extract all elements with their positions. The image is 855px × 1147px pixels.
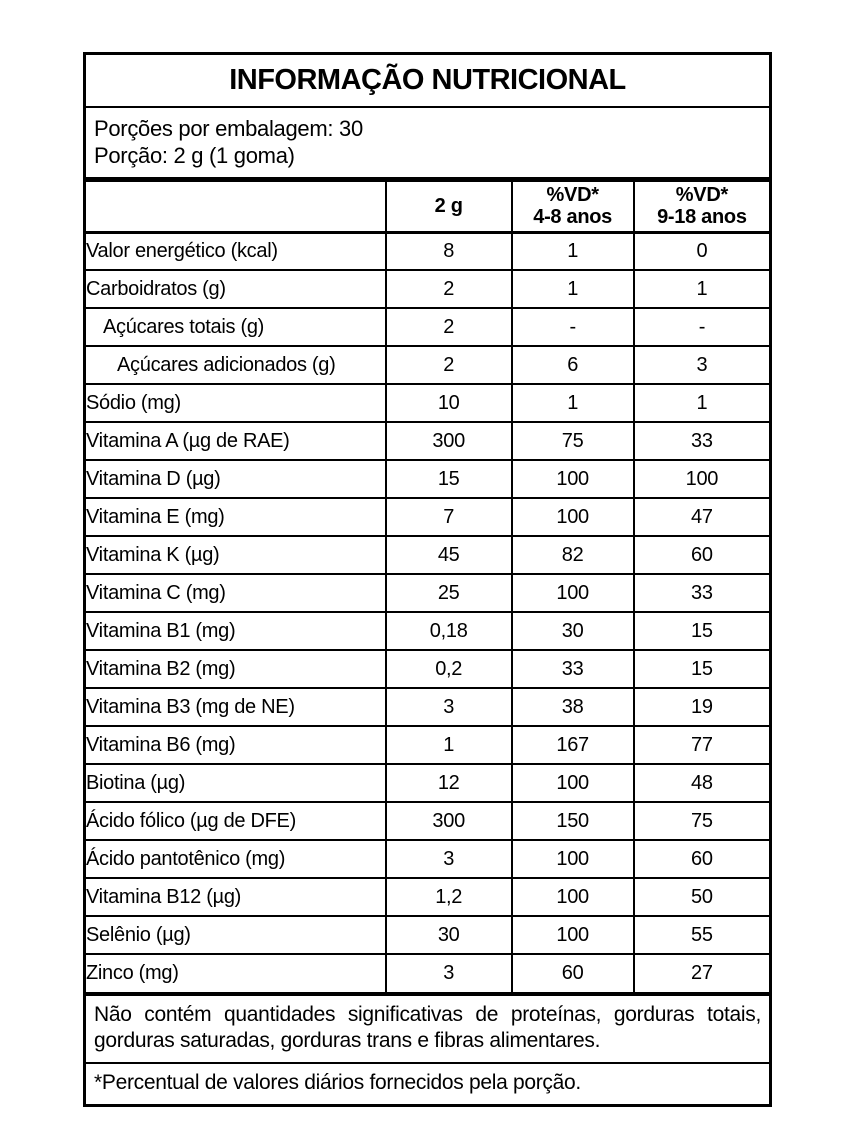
percent-daily-values-note: *Percentual de valores diários fornecidos pela porção. bbox=[86, 1062, 769, 1104]
row-amount: 45 bbox=[386, 536, 512, 574]
table-row bbox=[86, 346, 769, 384]
table-row bbox=[86, 460, 769, 498]
row-amount: 3 bbox=[386, 840, 512, 878]
row-label: Vitamina C (mg) bbox=[86, 574, 386, 612]
row-vd-9-18: 19 bbox=[634, 688, 769, 726]
row-amount: 30 bbox=[386, 916, 512, 954]
row-vd-9-18: 3 bbox=[634, 346, 769, 384]
row-vd-9-18: 33 bbox=[634, 574, 769, 612]
row-amount: 0,18 bbox=[386, 612, 512, 650]
table-row bbox=[86, 688, 769, 726]
row-label: Valor energético (kcal) bbox=[86, 239, 278, 262]
row-vd-4-8: 100 bbox=[512, 498, 634, 536]
row-label: Vitamina B12 (µg) bbox=[86, 878, 386, 916]
table-row bbox=[86, 498, 769, 536]
row-vd-4-8: 38 bbox=[512, 688, 634, 726]
row-amount: 15 bbox=[386, 460, 512, 498]
table-row bbox=[86, 308, 769, 346]
row-vd-9-18: 100 bbox=[634, 460, 769, 498]
row-vd-4-8: 82 bbox=[512, 536, 634, 574]
table-row bbox=[86, 650, 769, 688]
row-amount: 10 bbox=[386, 384, 512, 422]
table-row bbox=[86, 878, 769, 916]
no-significant-amounts-note: Não contém quantidades significativas de proteínas, gorduras totais, gorduras saturadas, gorduras trans e fibras alimentares. bbox=[86, 992, 769, 1062]
serving-size: Porção: 2 g (1 goma) bbox=[94, 143, 295, 168]
row-amount: 2 bbox=[386, 308, 512, 346]
row-vd-9-18: 27 bbox=[634, 954, 769, 992]
row-amount: 0,2 bbox=[386, 650, 512, 688]
row-vd-9-18: 77 bbox=[634, 726, 769, 764]
row-vd-9-18: - bbox=[634, 308, 769, 346]
row-vd-9-18: 60 bbox=[634, 536, 769, 574]
row-vd-4-8: 167 bbox=[512, 726, 634, 764]
row-vd-4-8: 100 bbox=[512, 574, 634, 612]
header-vd-9-18: %VD* 9-18 anos bbox=[634, 182, 769, 232]
table-row bbox=[86, 232, 769, 270]
row-vd-4-8: 100 bbox=[512, 916, 634, 954]
row-vd-4-8: 1 bbox=[512, 232, 634, 270]
row-label: Ácido fólico (µg de DFE) bbox=[86, 802, 386, 840]
row-amount: 2 bbox=[386, 346, 512, 384]
serving-info bbox=[86, 108, 769, 182]
table-row bbox=[86, 536, 769, 574]
row-vd-4-8: 100 bbox=[512, 764, 634, 802]
table-row bbox=[86, 270, 769, 308]
table-row bbox=[86, 764, 769, 802]
table-row bbox=[86, 612, 769, 650]
header-amount: 2 g bbox=[386, 182, 512, 232]
row-vd-9-18: 55 bbox=[634, 916, 769, 954]
row-vd-9-18: 1 bbox=[634, 384, 769, 422]
row-label: Selênio (µg) bbox=[86, 916, 386, 954]
row-label: Vitamina K (µg) bbox=[86, 536, 386, 574]
row-label: Sódio (mg) bbox=[86, 384, 386, 422]
nutrition-table bbox=[86, 182, 769, 992]
row-vd-4-8: 30 bbox=[512, 612, 634, 650]
row-label: Carboidratos (g) bbox=[86, 270, 386, 308]
row-vd-4-8: 1 bbox=[512, 384, 634, 422]
row-vd-4-8: 60 bbox=[512, 954, 634, 992]
table-row bbox=[86, 574, 769, 612]
row-label: Vitamina B3 (mg de NE) bbox=[86, 688, 386, 726]
row-amount: 3 bbox=[386, 954, 512, 992]
row-vd-4-8: 100 bbox=[512, 878, 634, 916]
row-vd-4-8: 6 bbox=[512, 346, 634, 384]
row-label: Vitamina D (µg) bbox=[86, 460, 386, 498]
header-vd-4-8: %VD* 4-8 anos bbox=[512, 182, 634, 232]
header-nutrient bbox=[86, 182, 386, 232]
row-vd-9-18: 1 bbox=[634, 270, 769, 308]
table-row bbox=[86, 840, 769, 878]
row-label: Ácido pantotênico (mg) bbox=[86, 840, 386, 878]
row-label: Açúcares totais (g) bbox=[86, 308, 386, 346]
row-vd-9-18: 33 bbox=[634, 422, 769, 460]
table-row bbox=[86, 726, 769, 764]
row-label: Vitamina B1 (mg) bbox=[86, 612, 386, 650]
row-vd-9-18: 48 bbox=[634, 764, 769, 802]
row-amount: 1 bbox=[386, 726, 512, 764]
nutrition-facts-panel bbox=[83, 52, 772, 1107]
servings-per-package: Porções por embalagem: 30 bbox=[94, 116, 363, 141]
row-vd-4-8: 33 bbox=[512, 650, 634, 688]
row-amount: 2 bbox=[386, 270, 512, 308]
row-vd-4-8: 150 bbox=[512, 802, 634, 840]
table-row bbox=[86, 916, 769, 954]
row-vd-4-8: 100 bbox=[512, 840, 634, 878]
row-vd-9-18: 60 bbox=[634, 840, 769, 878]
table-row bbox=[86, 384, 769, 422]
row-amount: 8 bbox=[386, 232, 512, 270]
row-amount: 300 bbox=[386, 802, 512, 840]
row-vd-9-18: 15 bbox=[634, 612, 769, 650]
row-vd-4-8: 1 bbox=[512, 270, 634, 308]
row-vd-4-8: 100 bbox=[512, 460, 634, 498]
row-amount: 300 bbox=[386, 422, 512, 460]
row-vd-9-18: 50 bbox=[634, 878, 769, 916]
row-label: Biotina (µg) bbox=[86, 764, 386, 802]
row-amount: 25 bbox=[386, 574, 512, 612]
row-vd-9-18: 47 bbox=[634, 498, 769, 536]
panel-title: INFORMAÇÃO NUTRICIONAL bbox=[86, 55, 769, 108]
row-label: Vitamina B2 (mg) bbox=[86, 650, 386, 688]
row-label: Vitamina B6 (mg) bbox=[86, 726, 386, 764]
row-amount: 3 bbox=[386, 688, 512, 726]
row-amount: 12 bbox=[386, 764, 512, 802]
row-label: Vitamina A (µg de RAE) bbox=[86, 422, 386, 460]
row-amount: 7 bbox=[386, 498, 512, 536]
row-vd-9-18: 15 bbox=[634, 650, 769, 688]
table-row bbox=[86, 802, 769, 840]
table-row bbox=[86, 954, 769, 992]
row-vd-4-8: - bbox=[512, 308, 634, 346]
row-label: Açúcares adicionados (g) bbox=[86, 346, 386, 384]
row-vd-9-18: 0 bbox=[634, 232, 769, 270]
row-amount: 1,2 bbox=[386, 878, 512, 916]
row-label: Zinco (mg) bbox=[86, 954, 386, 992]
row-vd-9-18: 75 bbox=[634, 802, 769, 840]
row-label: Vitamina E (mg) bbox=[86, 498, 386, 536]
header-row bbox=[86, 182, 769, 232]
table-row bbox=[86, 422, 769, 460]
row-vd-4-8: 75 bbox=[512, 422, 634, 460]
